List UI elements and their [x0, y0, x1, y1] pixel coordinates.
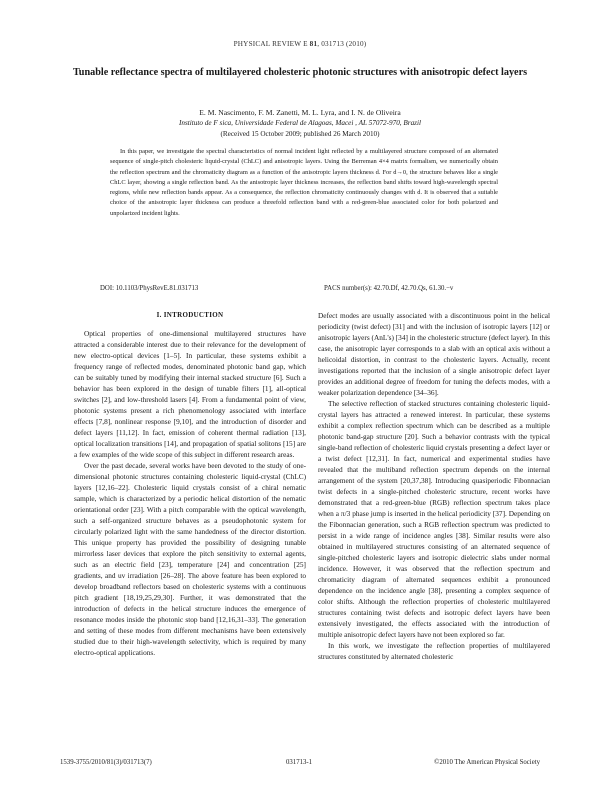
- section-heading: I. INTRODUCTION: [156, 311, 224, 319]
- body-paragraph: Optical properties of one-dimensional multilayered structures have attracted a considerable interest due to their relevance for the development of new electro-optical devices [1–5]. In particular, these systems exhibit a frequency range of reflected modes, denominated photonic band gap, which can be suitably tuned by modifying their internal stacked structure [6]. Such a behavior has been explored in the design of tunable filters [1], all-optical switches [2], and low-threshold lasers [4]. From a fundamental point of view, photonic systems present a rich phenomenology associated with interface effects [7,8], nonlinear response [9,10], and the introduction of disorder and defect layers [11,12]. In fact, emission of coherent thermal radiation [13], optical localization transitions [14], and propagation of spatial solitons [15] are a few examples of the wide scope of this subject in different research areas.: [74, 329, 306, 459]
- volume-number: 81: [309, 40, 318, 48]
- article-pages: 031713 (2010): [321, 40, 367, 48]
- doi-label: DOI:: [100, 285, 114, 292]
- doi-link[interactable]: 10.1103/PhysRevE.81.031713: [115, 285, 199, 292]
- body-paragraph: The selective reflection of stacked structures containing cholesteric liquid-crystal layers has attracted a renewed interest. In particular, these systems exhibit a complex reflection spectrum which can be described as a multiple photonic band-gap structure [20]. Such a behavior contrasts with the typical single-band reflection of cholesteric liquid crystals presenting a defect layer or a twist defect [12,31]. In fact, numerical and experimental studies have revealed that the multiband reflection spectrum depends on the internal arrangement of the system [20,37,38]. Introducing quasiperiodic Fibonnacian twist defects in a single-pitched cholesteric structure, recent works have demonstrated that a red-green-blue (RGB) reflection spectrum takes place when a π/3 phase jump is inserted in the helical periodicity [37]. Depending on the Fibonnacian generation, such a RGB reflection spectrum was predicted to persist in a wide range of incidence angles [38]. Similar results were also obtained in multilayered structures consisting of an alternated sequence of single-pitched cholesteric layers and isotropic dielectric slabs under normal incidence. However, it was observed that the reflection spectrum and chromaticity diagram of alternated sequences exhibit a pronounced dependence on the incidence angle [38], presenting a complex sequence of color shifts. Although the reflection properties of cholesteric multilayered structures containing twist defects and isotropic defect layers have been extensively investigated, the effects associated with the introduction of multiple anisotropic defect layers have not been explored so far.: [318, 399, 550, 639]
- body-paragraph: Over the past decade, several works have been devoted to the study of one-dimensional photonic structures containing cholesteric liquid-crystal (ChLC) layers [12,16–22]. Cholesteric liquid crystals consist of a chiral nematic sample, which is characterized by a periodic helical distortion of the nematic orientational order [23]. With a pitch comparable with the optical wavelength, such a self-organized structure behaves as a pseudophotonic system for circularly polarized light with the same handedness of the director distortion. This unique property has provided the possibility of designing tunable mirrorless laser devices that explore the pitch sensitivity to external agents, such as an electric field [23], temperature [24] and concentration [25] gradients, and uv irradiation [26–28]. The above feature has been explored to develop broadband reflectors based on cholesteric systems with a continuous pitch gradient [18,19,25,29,30]. Further, it was demonstrated that the introduction of defects in the helical structure induces the emergence of resonance modes inside the photonic stop band [12,16,31–33]. The generation and setting of these modes from different mechanisms have been extensively studied due to their high-wavelength selectivity, which is required by many electro-optical applications.: [74, 461, 306, 657]
- left-column: [74, 310, 306, 658]
- body-paragraph: In this work, we investigate the reflection properties of multilayered structures constituted by alternated cholesteric: [318, 641, 550, 661]
- right-column: [318, 310, 550, 662]
- pacs-numbers: PACS number(s): 42.70.Df, 42.70.Qs, 61.30.−v: [324, 285, 454, 292]
- header-punct: ,: [317, 40, 320, 48]
- footer-issn: 1539-3755/2010/81(3)/031713(7): [60, 759, 152, 766]
- journal-name: PHYSICAL REVIEW E: [233, 40, 308, 48]
- abstract: In this paper, we investigate the spectral characteristics of normal incident light reflected by a multilayered structure composed of an alternated sequence of single-pitch cholesteric liquid-crystal (ChLC) and anisotropic layers. Using the Berreman 4×4 matrix formalism, we numerically obtain the reflection spectrum and the chromaticity diagram as a function of the anisotropic layers thickness d. For d→0, the structure behaves like a single ChLC layer, showing a single reflection band. As the anisotropic layer thickness increases, the reflection band shifts toward high-wavelength spectral regions, while new reflection bands appear. As a consequence, the reflection chromaticity continuously changes with d. It is observed that a suitable choice of the anisotropic layer thickness can produce a threefold reflection band with a red-green-blue associated color for both polarized and unpolarized incident lights.: [110, 148, 498, 217]
- footer-page-number: 031713-1: [286, 759, 313, 766]
- footer-copyright: ©2010 The American Physical Society: [434, 759, 540, 766]
- article-title: Tunable reflectance spectra of multilayered cholesteric photonic structures with anisotropic defect layers: [72, 67, 528, 78]
- doi-block: [100, 285, 198, 292]
- running-header: [0, 40, 600, 48]
- affiliation: Instituto de F sica, Universidade Federal de Alagoas, Macei , AL 57072-970, Brazil: [179, 119, 421, 127]
- body-paragraph: Defect modes are usually associated with a discontinuous point in the helical periodicity (twist defect) [31] and with the inclusion of isotropic layers [12] or anisotropic layers (AnL's) [34] in the cholesteric structure (defect layer). In this case, the anisotropic layer corresponds to a slab with an optical axis without a helicoidal distortion, in contrast to the cholesteric layers. Actually, recent investigations reported that the inclusion of a single anisotropic defect layer provides an additional degree of freedom for tuning the defects modes, with a weaker polarization dependence [34–36].: [318, 311, 550, 397]
- received-dates: (Received 15 October 2009; published 26 March 2010): [220, 130, 380, 138]
- author-list: E. M. Nascimento, F. M. Zanetti, M. L. Lyra, and I. N. de Oliveira: [199, 108, 401, 117]
